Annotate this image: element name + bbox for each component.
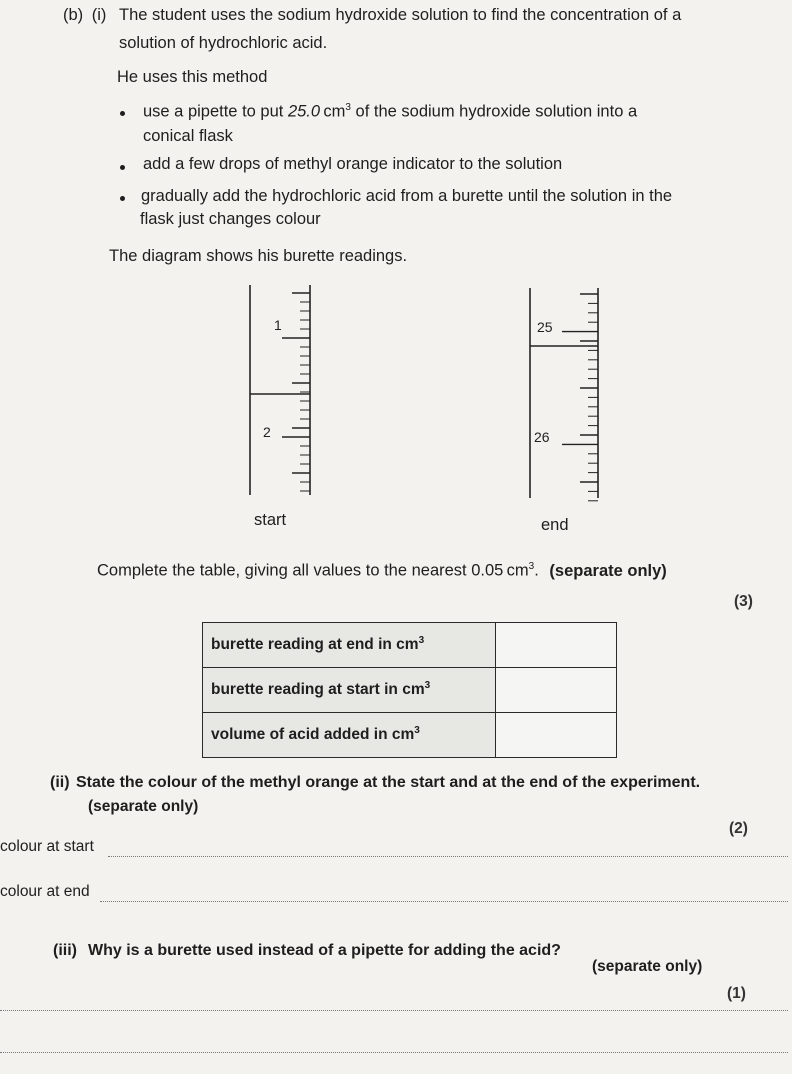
answer-line-iii-2[interactable]	[0, 1052, 788, 1053]
answer-end-reading[interactable]	[496, 623, 617, 668]
end-top-label: 25	[537, 319, 553, 335]
sub-iii-text: Why is a burette used instead of a pipette for adding the acid?	[88, 942, 561, 959]
table-row	[203, 668, 617, 713]
unit-sup: 3	[418, 635, 425, 647]
sub-iii-tag: (separate only)	[592, 958, 703, 975]
bullet-1-line-1	[143, 102, 637, 122]
row-label-text: burette reading at end in	[211, 636, 397, 654]
colour-at-start-label: colour at start	[0, 838, 94, 855]
marks-2: (2)	[729, 820, 748, 837]
table-instruction	[97, 561, 667, 581]
end-bottom-label: 26	[534, 429, 550, 445]
row-end-label	[203, 623, 496, 668]
bullet-3-line-2: flask just changes colour	[140, 210, 321, 228]
pipette-volume: 25.0	[287, 102, 321, 121]
sub-ii-label: (ii)	[50, 774, 70, 791]
sub-ii-tag: (separate only)	[88, 798, 199, 815]
bullet-dot	[120, 165, 125, 170]
burette-start-svg	[230, 285, 330, 500]
separate-only-tag: (separate only)	[549, 561, 667, 580]
unit-sup: 3	[414, 725, 420, 737]
colour-at-end-answer-line[interactable]	[100, 901, 788, 902]
unit-sup: 3	[528, 561, 535, 572]
unit: cm	[506, 561, 529, 580]
bullet-1-text: use a pipette to put	[143, 102, 288, 121]
sub-i-label: (i)	[91, 6, 107, 24]
answer-volume-added[interactable]	[496, 713, 617, 758]
marks-1: (1)	[727, 985, 746, 1002]
table-row	[203, 713, 617, 758]
bullet-3-line-1: gradually add the hydrochloric acid from a burette until the solution in the	[141, 187, 673, 205]
row-label-text: burette reading at start in	[211, 681, 403, 699]
instruction-precision: 0.05	[471, 561, 504, 580]
sub-ii-text: State the colour of the methyl orange at the start and at the end of the experiment.	[76, 774, 701, 791]
table-row	[203, 623, 617, 668]
intro-line-2: solution of hydrochloric acid.	[119, 34, 328, 52]
unit: cm	[396, 636, 419, 654]
diagram-caption: The diagram shows his burette readings.	[109, 247, 408, 265]
burette-end-scale	[562, 294, 598, 501]
marks-3: (3)	[734, 593, 753, 610]
burette-end-svg	[510, 288, 620, 503]
start-caption: start	[254, 511, 287, 529]
method-heading: He uses this method	[117, 68, 268, 86]
bullet-1-text-end: of the sodium hydroxide solution into a	[350, 102, 638, 121]
answer-start-reading[interactable]	[496, 668, 617, 713]
bullet-dot	[120, 196, 125, 201]
end-caption: end	[541, 516, 569, 534]
row-start-label	[203, 668, 496, 713]
bullet-dot	[120, 111, 125, 116]
unit: cm	[402, 681, 425, 699]
row-label-text: volume of acid added in	[211, 726, 392, 744]
answer-line-iii-1[interactable]	[0, 1010, 788, 1011]
bullet-1-line-2: conical flask	[143, 127, 233, 145]
part-b-label	[63, 6, 106, 25]
instruction-end: .	[534, 561, 539, 580]
burette-start-diagram	[230, 285, 330, 505]
intro-line-1: The student uses the sodium hydroxide solution to find the concentration of a	[119, 6, 682, 24]
unit: cm	[323, 102, 346, 121]
unit-sup: 3	[424, 680, 431, 692]
unit-sup: 3	[345, 102, 351, 113]
burette-end-diagram	[510, 288, 620, 508]
part-label: (b)	[63, 6, 84, 24]
sub-iii-label: (iii)	[53, 942, 77, 959]
bullet-2-line-1: add a few drops of methyl orange indicator to the solution	[143, 155, 563, 173]
start-top-label: 1	[274, 317, 282, 333]
burette-start-scale	[282, 293, 310, 491]
unit: cm	[391, 726, 415, 744]
start-bottom-label: 2	[263, 424, 271, 440]
burette-results-table	[202, 622, 617, 758]
colour-at-end-label: colour at end	[0, 883, 90, 900]
row-volume-label	[203, 713, 496, 758]
colour-at-start-answer-line[interactable]	[108, 856, 788, 857]
instruction-text: Complete the table, giving all values to the nearest	[97, 561, 472, 580]
